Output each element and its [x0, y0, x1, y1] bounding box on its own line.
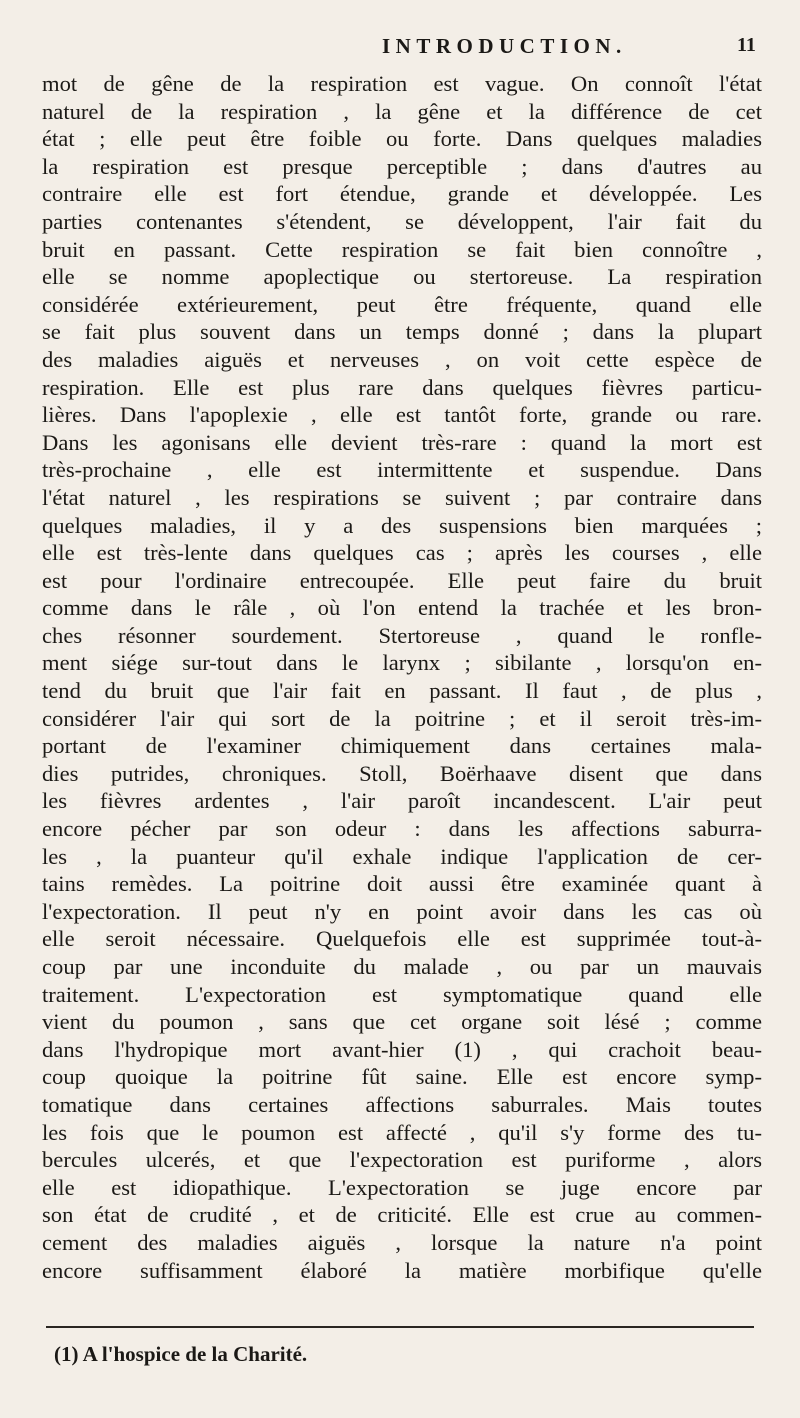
text-line: est pour l'ordinaire entrecoupée. Elle peut faire du bruit	[42, 567, 762, 593]
text-line: tains remèdes. La poitrine doit aussi être examinée quant à	[42, 871, 762, 897]
text-line: état ; elle peut être foible ou forte. Dans quelques maladies	[42, 126, 762, 152]
text-line: portant de l'examiner chimiquement dans certaines mala-	[42, 733, 762, 759]
text-line: encore pécher par son odeur : dans les affections saburra-	[42, 816, 762, 842]
text-line: quelques maladies, il y a des suspensions bien marquées ;	[42, 512, 762, 538]
text-line: naturel de la respiration , la gêne et la différence de cet	[42, 98, 762, 124]
text-line: coup par une inconduite du malade , ou par un mauvais	[42, 954, 762, 979]
running-title: INTRODUCTION.	[382, 34, 627, 58]
text-line: coup quoique la poitrine fût saine. Elle est encore symp-	[42, 1064, 762, 1090]
text-line: les fois que le poumon est affecté , qu'il s'y forme des tu-	[42, 1119, 762, 1145]
text-line: se fait plus souvent dans un temps donné ; dans la plupart	[42, 319, 762, 345]
text-line: les fièvres ardentes , l'air paroît incandescent. L'air peut	[42, 788, 762, 814]
text-line: elle est très-lente dans quelques cas ; après les courses , elle	[42, 540, 762, 566]
text-line: ment siége sur-tout dans le larynx ; sibilante , lorsqu'on en-	[42, 650, 762, 676]
text-line: elle seroit nécessaire. Quelquefois elle est supprimée tout-à-	[42, 926, 762, 952]
text-line: dans l'hydropique mort avant-hier (1) , qui crachoit beau-	[42, 1036, 762, 1062]
text-line: lières. Dans l'apoplexie , elle est tantôt forte, grande ou rare.	[42, 402, 762, 428]
text-line: considérer l'air qui sort de la poitrine ; et il seroit très-im-	[42, 705, 762, 731]
text-line: tomatique dans certaines affections saburrales. Mais toutes	[42, 1091, 762, 1117]
text-line: les , la puanteur qu'il exhale indique l'application de cer-	[42, 843, 762, 869]
text-line: mot de gêne de la respiration est vague. On connoît l'état	[42, 71, 762, 96]
footnote: (1) A l'hospice de la Charité.	[54, 1342, 308, 1366]
footnote-rule	[46, 1326, 754, 1328]
text-line: cement des maladies aiguës , lorsque la nature n'a point	[42, 1229, 762, 1255]
text-line: elle se nomme apoplectique ou stertoreuse. La respiration	[42, 264, 762, 290]
text-line: la respiration est presque perceptible ; dans d'autres au	[42, 153, 762, 179]
text-line: vient du poumon , sans que cet organe soit lésé ; comme	[42, 1009, 762, 1035]
text-line: parties contenantes s'étendent, se développent, l'air fait du	[42, 208, 762, 234]
text-line: l'expectoration. Il peut n'y en point avoir dans les cas où	[42, 898, 762, 924]
text-line: comme dans le râle , où l'on entend la trachée et les bron-	[42, 595, 762, 621]
running-head	[0, 34, 800, 60]
text-line: l'état naturel , les respirations se suivent ; par contraire dans	[42, 484, 762, 510]
text-line: tend du bruit que l'air fait en passant. Il faut , de plus ,	[42, 678, 762, 704]
text-line: respiration. Elle est plus rare dans quelques fièvres particu-	[42, 374, 762, 400]
text-line: très-prochaine , elle est intermittente et suspendue. Dans	[42, 457, 762, 483]
text-line: elle est idiopathique. L'expectoration se juge encore par	[42, 1174, 762, 1200]
text-line: bruit en passant. Cette respiration se fait bien connoître ,	[42, 236, 762, 262]
text-line: dies putrides, chroniques. Stoll, Boërhaave disent que dans	[42, 760, 762, 786]
body-text	[42, 70, 762, 1284]
text-line: considérée extérieurement, peut être fréquente, quand elle	[42, 291, 762, 317]
text-line: Dans les agonisans elle devient très-rare : quand la mort est	[42, 429, 762, 455]
text-line: bercules ulcerés, et que l'expectoration est puriforme , alors	[42, 1147, 762, 1173]
text-line: encore suffisamment élaboré la matière morbifique qu'elle	[42, 1257, 762, 1283]
text-line: contraire elle est fort étendue, grande et développée. Les	[42, 181, 762, 207]
text-line: ches résonner sourdement. Stertoreuse , quand le ronfle-	[42, 622, 762, 648]
page-number: 11	[737, 34, 756, 56]
text-line: traitement. L'expectoration est symptomatique quand elle	[42, 981, 762, 1007]
text-line: son état de crudité , et de criticité. Elle est crue au commen-	[42, 1202, 762, 1228]
text-line: des maladies aiguës et nerveuses , on voit cette espèce de	[42, 346, 762, 372]
